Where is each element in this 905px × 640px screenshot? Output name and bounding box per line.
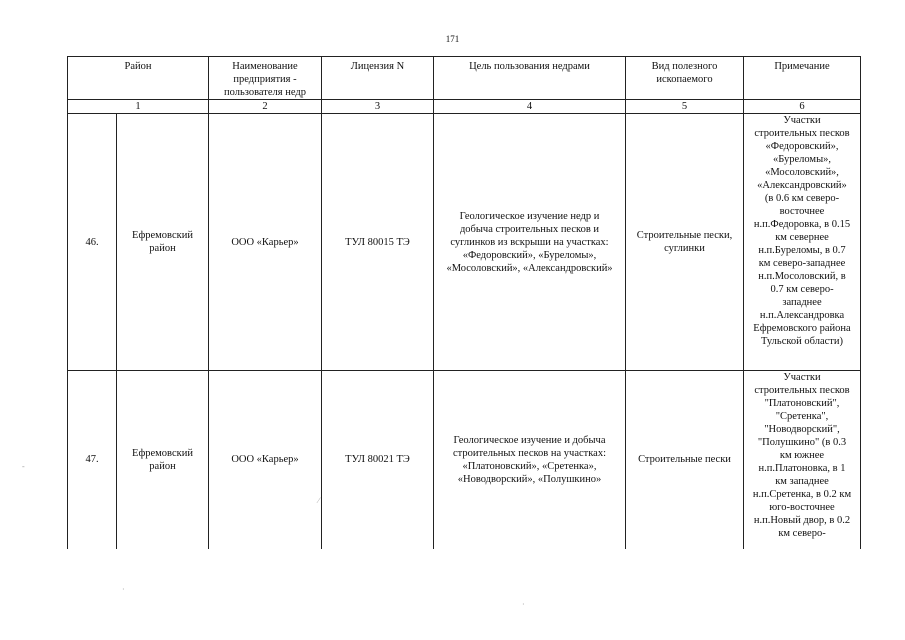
page-number: 171 (445, 34, 460, 44)
row-note: Участки строительных песков "Платоновский", "Сретенка", "Новодворский", "Полушкино" (в 0.3 км южнее н.п.Платоновка, в 1 км западнее н.п.Сретенка, в 0.2 км юго-восточнее н.п.Новый двор, в 0.2 км северо- (752, 372, 852, 539)
row-purpose: Геологическое изучение и добыча строительных песков на участках: «Платоновский», «Сретенка», «Новодворский», «Полушкино» (434, 371, 626, 549)
row-district: Ефремовский район (117, 114, 209, 371)
column-number: 3 (322, 100, 434, 114)
row-enterprise: ООО «Карьер» (209, 371, 322, 549)
scan-speck: - (22, 462, 25, 471)
row-license: ТУЛ 80015 ТЭ (322, 114, 434, 371)
header-note: Примечание (744, 57, 861, 100)
row-enterprise: ООО «Карьер» (209, 114, 322, 371)
column-number: 1 (68, 100, 209, 114)
header-row (68, 57, 861, 100)
row-number: 46. (68, 114, 117, 371)
row-note-cell (744, 371, 861, 549)
table-row (68, 371, 861, 549)
column-number: 4 (434, 100, 626, 114)
header-purpose: Цель пользования недрами (434, 57, 626, 100)
subsoil-license-table (67, 56, 861, 549)
row-number: 47. (68, 371, 117, 549)
row-note: Участки строительных песков «Федоровский», «Буреломы», «Мосоловский», «Александровский» (в 0.6 км северо-восточнее н.п.Федоровка, в 0.15 км севернее н.п.Буреломы, в 0.7 км северо-западнее н.п.Мосоловский, в 0.7 км северо-западнее н.п.Александровка Ефремовского района Тульской области) (744, 114, 861, 371)
column-number-row (68, 100, 861, 114)
scan-speck: ⁄ (318, 496, 320, 505)
row-purpose: Геологическое изучение недр и добыча строительных песков и суглинков из вскрыши на участках: «Федоровский», «Буреломы», «Мосоловский», «Александровский» (434, 114, 626, 371)
row-license: ТУЛ 80021 ТЭ (322, 371, 434, 549)
table-row (68, 114, 861, 371)
row-mineral: Строительные пески (626, 371, 744, 549)
scan-speck: · (122, 585, 125, 594)
header-district: Район (68, 57, 209, 100)
header-mineral: Вид полезного ископаемого (626, 57, 744, 100)
row-district: Ефремовский район (117, 371, 209, 549)
column-number: 2 (209, 100, 322, 114)
row-mineral: Строительные пески, суглинки (626, 114, 744, 371)
header-license: Лицензия N (322, 57, 434, 100)
scan-speck: · (522, 600, 525, 609)
column-number: 6 (744, 100, 861, 114)
header-enterprise: Наименование предприятия - пользователя недр (209, 57, 322, 100)
column-number: 5 (626, 100, 744, 114)
